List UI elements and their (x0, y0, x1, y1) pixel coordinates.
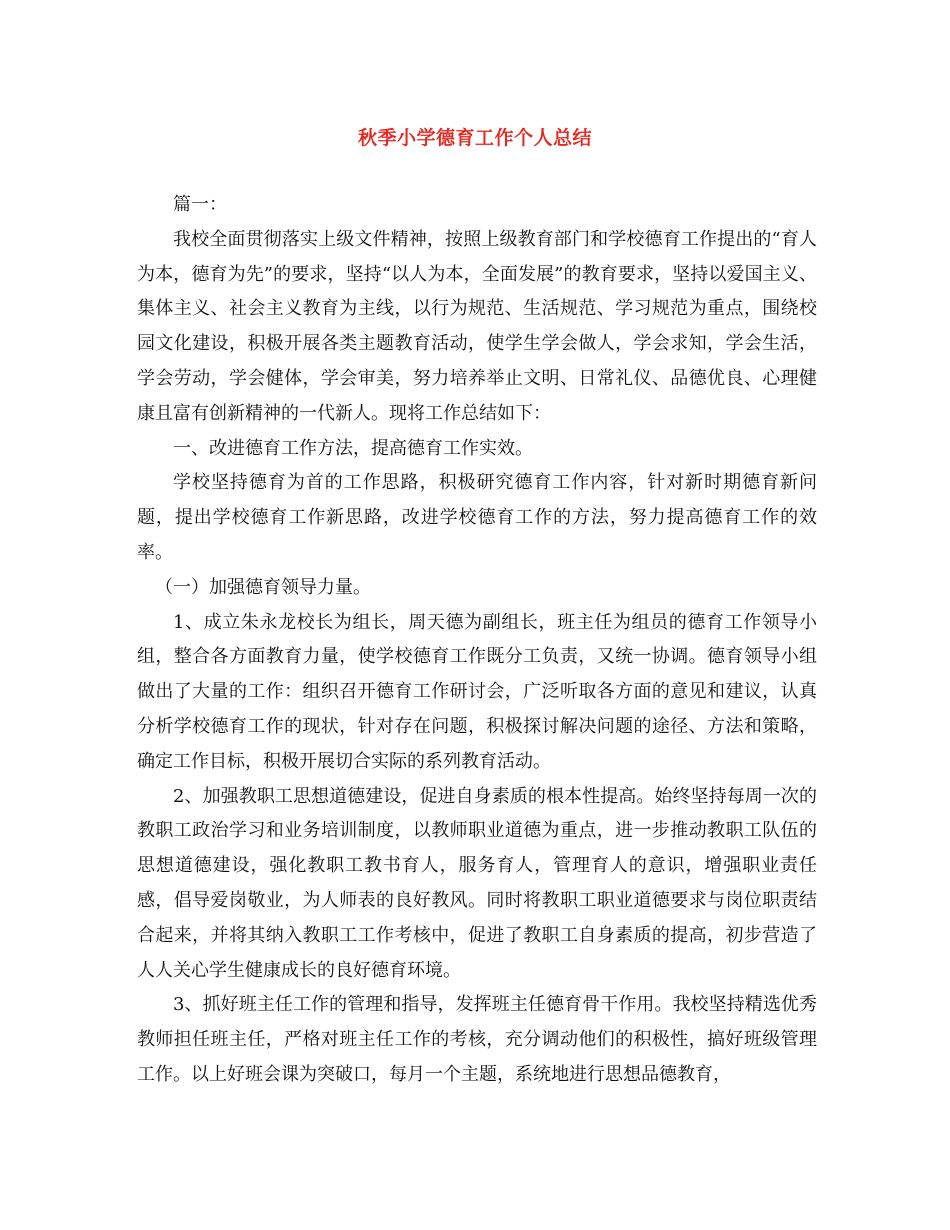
document-title: 秋季小学德育工作个人总结 (357, 127, 592, 149)
section-heading: 一、改进德育工作方法，提高德育工作实效。 (173, 437, 533, 459)
subsection-heading: （一）加强德育领导力量。 (155, 576, 371, 598)
body-paragraph: 1、成立朱永龙校长为组长，周天德为副组长，班主任为组员的德育工作领导小组，整合各方面教育力量，使学校德育工作既分工负责，又统一协调。德育领导小组做出了大量的工作：组织召开德育工作研讨会，广泛听取各方面的意见和建议，认真分析学校德育工作的现状，针对存在问题，积极探讨解决问题的途径、方法和策略，确定工作目标，积极开展切合实际的系列教育活动。 (137, 611, 817, 772)
body-paragraph: 学校坚持德育为首的工作思路，积极研究德育工作内容，针对新时期德育新问题，提出学校德育工作新思路，改进学校德育工作的方法，努力提高德育工作的效率。 (137, 472, 817, 563)
body-paragraph: 2、加强教职工思想道德建设，促进自身素质的根本性提高。始终坚持每周一次的教职工政治学习和业务培训制度，以教师职业道德为重点，进一步推动教职工队伍的思想道德建设，强化教职工教书育人，服务育人，管理育人的意识，增强职业责任感，倡导爱岗敬业，为人师表的良好教风。同时将教职工职业道德要求与岗位职责结合起来，并将其纳入教职工工作考核中，促进了教职工自身素质的提高，初步营造了人人关心学生健康成长的良好德育环境。 (137, 785, 817, 981)
document-body (137, 188, 817, 1093)
body-paragraph: 3、抓好班主任工作的管理和指导，发挥班主任德育骨干作用。我校坚持精选优秀教师担任班主任，严格对班主任工作的考核，充分调动他们的积极性，搞好班级管理工作。以上好班会课为突破口，每月一个主题，系统地进行思想品德教育， (137, 994, 817, 1085)
intro-paragraph: 我校全面贯彻落实上级文件精神，按照上级教育部门和学校德育工作提出的“育人为本，德育为先”的要求，坚持“以人为本，全面发展”的教育要求，坚持以爱国主义、集体主义、社会主义教育为主线，以行为规范、生活规范、学习规范为重点，围绕校园文化建设，积极开展各类主题教育活动，使学生学会做人，学会求知，学会生活，学会劳动，学会健体，学会审美，努力培养举止文明、日常礼仪、品德优良、心理健康且富有创新精神的一代新人。现将工作总结如下： (137, 228, 817, 424)
section-label: 篇一： (173, 194, 227, 215)
